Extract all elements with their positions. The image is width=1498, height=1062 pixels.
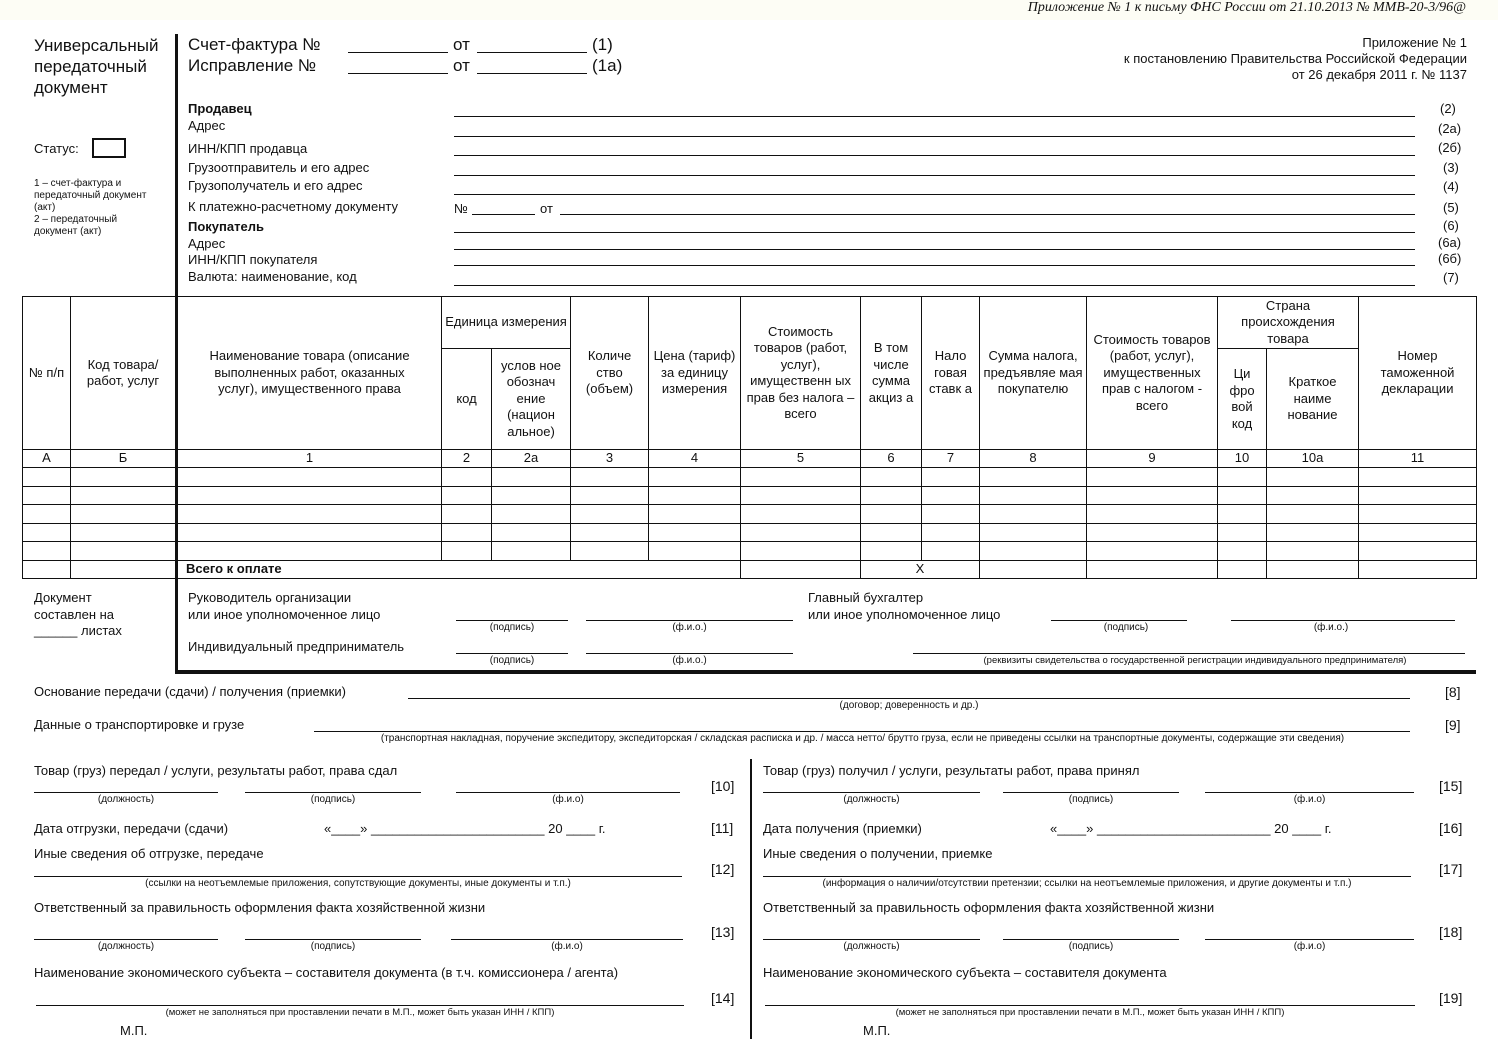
field-code: (7) <box>1443 270 1459 285</box>
caption: (ф.и.о) <box>551 941 583 952</box>
from-label: от <box>453 35 470 54</box>
head-label-line: Руководитель организации <box>188 590 352 605</box>
goods-table <box>22 296 1477 579</box>
legend-line: документ (акт) <box>34 226 102 237</box>
field-code: (2) <box>1440 101 1456 116</box>
table-cell[interactable] <box>442 542 492 561</box>
header-country-code: Ци фро вой код <box>1218 349 1267 450</box>
table-cell[interactable] <box>71 523 177 542</box>
buyer-field[interactable] <box>454 232 1415 233</box>
table-cell[interactable] <box>741 523 861 542</box>
table-cell[interactable] <box>1267 505 1359 524</box>
invoice-label: Счет-фактура № <box>188 35 321 54</box>
legend-line: передаточный документ <box>34 190 147 201</box>
total-cost-no-tax[interactable] <box>741 560 861 578</box>
col-number: 5 <box>741 450 861 468</box>
entity-right-label: Наименование экономического субъекта – составителя документа <box>763 965 1167 980</box>
table-cell[interactable] <box>649 468 741 487</box>
table-cell <box>71 560 177 578</box>
appendix-note <box>1000 35 1467 83</box>
field-code: [18] <box>1439 924 1463 940</box>
table-cell[interactable] <box>922 505 980 524</box>
col-number: А <box>23 450 71 468</box>
appendix-line: к постановлению Правительства Российской Федерации <box>1123 51 1467 66</box>
table-row <box>23 542 1477 561</box>
table-cell[interactable] <box>649 523 741 542</box>
table-cell[interactable] <box>571 523 649 542</box>
field-code: [14] <box>711 990 735 1006</box>
consignee-label: Грузополучатель и его адрес <box>188 178 363 193</box>
table-cell[interactable] <box>177 505 442 524</box>
buyer-address-field[interactable] <box>454 249 1415 250</box>
table-cell[interactable] <box>649 505 741 524</box>
table-cell[interactable] <box>1359 505 1477 524</box>
thick-divider <box>175 670 1476 674</box>
table-cell[interactable] <box>861 468 922 487</box>
from-label: от <box>453 56 470 75</box>
appendix-line: от 26 декабря 2011 г. № 1137 <box>1291 67 1467 82</box>
col-number: 8 <box>980 450 1087 468</box>
head-sign-field[interactable] <box>456 620 568 621</box>
field-code: [10] <box>711 778 735 794</box>
stamp-right: М.П. <box>863 1023 891 1038</box>
table-cell[interactable] <box>177 468 442 487</box>
caption: (ф.и.о) <box>1293 794 1326 805</box>
table-cell[interactable] <box>1359 486 1477 505</box>
entrepreneur-label: Индивидуальный предприниматель <box>188 639 405 654</box>
caption: (ф.и.о) <box>552 794 584 805</box>
payment-doc-label: К платежно-расчетному документу <box>188 199 398 214</box>
field-code: (6) <box>1443 218 1459 233</box>
table-row <box>23 523 1477 542</box>
caption: (ф.и.о.) <box>672 655 707 666</box>
caption: (может не заполняться при проставлении печати в М.П., может быть указан ИНН / КПП) <box>895 1007 1285 1018</box>
table-cell[interactable] <box>23 523 71 542</box>
header-country-group: Страна происхождения товара <box>1218 297 1359 349</box>
caption: (транспортная накладная, поручение экспедитору, экспедиторская / складская расписка и др. / масса нетто/ брутто груза, если не приведены ссылки на транспортные документы, содержащие эти сведения) <box>380 733 1345 744</box>
table-cell[interactable] <box>492 523 571 542</box>
col-number: 2а <box>492 450 571 468</box>
registration-field[interactable] <box>913 653 1465 654</box>
accountant-fio-field[interactable] <box>1231 620 1455 621</box>
head-fio-field[interactable] <box>586 620 793 621</box>
table-cell[interactable] <box>741 468 861 487</box>
head-label <box>188 590 380 623</box>
recv-date-field[interactable]: «____» ________________________ 20 ____ г. <box>1050 821 1332 836</box>
table-cell[interactable] <box>492 468 571 487</box>
table-cell[interactable] <box>442 486 492 505</box>
header-code: Код товара/ работ, услуг <box>71 297 177 450</box>
col-number: 10а <box>1267 450 1359 468</box>
table-cell[interactable] <box>1359 542 1477 561</box>
table-cell[interactable] <box>71 542 177 561</box>
total-row <box>23 560 1477 578</box>
table-cell[interactable] <box>1218 505 1267 524</box>
status-label: Статус: <box>34 141 79 156</box>
table-cell[interactable] <box>23 542 71 561</box>
currency-label: Валюта: наименование, код <box>188 269 357 284</box>
title-line-2: передаточный <box>34 57 147 76</box>
buyer-inn-label: ИНН/КПП покупателя <box>188 252 318 267</box>
received-fio-field[interactable] <box>1205 792 1414 793</box>
table-cell <box>23 560 71 578</box>
table-cell[interactable] <box>177 523 442 542</box>
legend-line: 1 – счет-фактура и <box>34 178 122 189</box>
table-cell[interactable] <box>980 542 1087 561</box>
caption: (должность) <box>97 941 155 952</box>
field-code: [17] <box>1439 861 1463 877</box>
shipper-field[interactable] <box>454 175 1415 176</box>
seller-inn-field[interactable] <box>454 155 1415 156</box>
table-cell[interactable] <box>571 486 649 505</box>
table-cell[interactable] <box>980 468 1087 487</box>
header-tax-sum: Сумма налога, предъявляе мая покупателю <box>980 297 1087 450</box>
payment-doc-no-label: № <box>454 201 468 216</box>
other-recv-field[interactable] <box>763 876 1411 877</box>
caption: (подпись) <box>310 941 356 952</box>
field-code: [8] <box>1445 684 1461 700</box>
total-tax-sum[interactable] <box>980 560 1087 578</box>
seller-address-label: Адрес <box>188 118 226 133</box>
header-num: № п/п <box>23 297 71 450</box>
status-input[interactable] <box>92 138 126 158</box>
header-excise: В том числе сумма акциз а <box>861 297 922 450</box>
header-name: Наименование товара (описание выполненных работ, оказанных услуг), имущественного права <box>177 297 442 450</box>
caption: (подпись) <box>310 794 356 805</box>
handed-label: Товар (груз) передал / услуги, результаты работ, права сдал <box>34 763 398 778</box>
table-cell[interactable] <box>1218 542 1267 561</box>
caption: (должность) <box>843 794 900 805</box>
col-number: 3 <box>571 450 649 468</box>
correction-code: (1а) <box>592 56 623 75</box>
doc-sheets-line: Документ <box>34 590 92 605</box>
document-title <box>34 35 159 98</box>
invoice-number-field[interactable] <box>348 52 448 53</box>
resp-left-label: Ответственный за правильность оформления факта хозяйственной жизни <box>34 900 486 915</box>
consignee-field[interactable] <box>454 194 1415 195</box>
title-line-1: Универсальный <box>34 36 159 55</box>
ship-date-label: Дата отгрузки, передачи (сдачи) <box>34 821 229 836</box>
table-cell[interactable] <box>177 486 442 505</box>
table-cell[interactable] <box>571 542 649 561</box>
shipper-label: Грузоотправитель и его адрес <box>188 160 370 175</box>
invoice-code: (1) <box>592 35 613 54</box>
resp-left-fio-field[interactable] <box>451 939 683 940</box>
other-ship-field[interactable] <box>34 876 682 877</box>
vertical-divider <box>750 759 752 1039</box>
caption: (подпись) <box>489 655 535 666</box>
other-ship-label: Иные сведения об отгрузке, передаче <box>34 846 264 861</box>
table-cell[interactable] <box>571 505 649 524</box>
table-cell[interactable] <box>861 523 922 542</box>
resp-right-position-field[interactable] <box>763 939 980 940</box>
buyer-inn-field[interactable] <box>454 265 1415 266</box>
table-cell[interactable] <box>571 468 649 487</box>
field-code: (3) <box>1443 160 1459 175</box>
seller-inn-label: ИНН/КПП продавца <box>188 141 308 156</box>
appendix-line: Приложение № 1 <box>1362 35 1467 50</box>
table-cell[interactable] <box>23 468 71 487</box>
table-cell[interactable] <box>71 468 177 487</box>
caption: (договор; доверенность и др.) <box>839 700 979 711</box>
payment-doc-date-field[interactable] <box>560 214 1415 215</box>
transport-field[interactable] <box>314 731 1410 732</box>
resp-right-fio-field[interactable] <box>1205 939 1414 940</box>
table-cell[interactable] <box>649 486 741 505</box>
table-cell[interactable] <box>492 505 571 524</box>
entrepreneur-fio-field[interactable] <box>586 653 793 654</box>
table-cell[interactable] <box>861 542 922 561</box>
table-cell[interactable] <box>492 486 571 505</box>
legend-line: (акт) <box>34 202 56 213</box>
resp-right-sign-field[interactable] <box>1003 939 1179 940</box>
table-cell[interactable] <box>741 542 861 561</box>
currency-field[interactable] <box>454 285 1415 286</box>
caption: (может не заполняться при проставлении печати в М.П., может быть указан ИНН / КПП) <box>165 1007 555 1018</box>
col-number: 4 <box>649 450 741 468</box>
table-cell[interactable] <box>741 505 861 524</box>
header-cost-no-tax: Стоимость товаров (работ, услуг), имущественн ых прав без налога – всего <box>741 297 861 450</box>
correction-number-field[interactable] <box>348 73 448 74</box>
correction-label: Исправление № <box>188 56 317 75</box>
col-number: 1 <box>177 450 442 468</box>
resp-left-position-field[interactable] <box>34 939 218 940</box>
received-label: Товар (груз) получил / услуги, результаты работ, права принял <box>763 763 1140 778</box>
table-cell[interactable] <box>442 505 492 524</box>
doc-sheets-line: ______ листах <box>34 623 122 638</box>
col-number: Б <box>71 450 177 468</box>
entity-left-field[interactable] <box>36 1005 684 1006</box>
header-unit-name: услов ное обознач ение (национ альное) <box>492 349 571 450</box>
header-tax-rate: Нало говая ставк а <box>922 297 980 450</box>
col-number: 9 <box>1087 450 1218 468</box>
top-note: Приложение № 1 к письму ФНС России от 21.10.2013 № ММВ-20-3/96@ <box>1027 0 1466 15</box>
field-code: (6б) <box>1438 251 1462 266</box>
title-line-3: документ <box>34 78 108 97</box>
col-number: 6 <box>861 450 922 468</box>
table-cell[interactable] <box>1359 523 1477 542</box>
buyer-label: Покупатель <box>188 219 264 234</box>
header-unit-code: код <box>442 349 492 450</box>
caption: (ф.и.о.) <box>1313 622 1349 633</box>
table-cell[interactable] <box>980 486 1087 505</box>
table-cell[interactable] <box>1087 542 1218 561</box>
table-cell[interactable] <box>922 523 980 542</box>
table-cell[interactable] <box>980 523 1087 542</box>
table-cell[interactable] <box>741 486 861 505</box>
col-number: 2 <box>442 450 492 468</box>
resp-left-sign-field[interactable] <box>245 939 421 940</box>
accountant-label <box>808 590 1000 623</box>
transport-label: Данные о транспортировке и грузе <box>34 717 245 732</box>
table-cell[interactable] <box>1359 468 1477 487</box>
field-code: [9] <box>1445 717 1461 733</box>
table-cell[interactable] <box>1087 486 1218 505</box>
caption: (должность) <box>97 794 155 805</box>
accountant-label-line: Главный бухгалтер <box>808 590 924 605</box>
doc-sheets <box>34 590 122 640</box>
table-cell[interactable] <box>177 542 442 561</box>
handed-fio-field[interactable] <box>456 792 680 793</box>
header-country-name: Краткое наиме нование <box>1267 349 1359 450</box>
buyer-address-label: Адрес <box>188 236 226 251</box>
header-price: Цена (тариф) за единицу измерения <box>649 297 741 450</box>
handed-sign-field[interactable] <box>245 792 421 793</box>
status-legend <box>34 178 146 238</box>
table-cell[interactable] <box>442 523 492 542</box>
entrepreneur-sign-field[interactable] <box>456 653 568 654</box>
field-code: (2а) <box>1438 121 1462 136</box>
field-code: [13] <box>711 924 735 940</box>
correction-date-field[interactable] <box>477 73 587 74</box>
field-code: [15] <box>1439 778 1463 794</box>
caption: (подпись) <box>1103 622 1149 633</box>
invoice-date-field[interactable] <box>477 52 587 53</box>
total-excise-mark: Х <box>861 560 980 578</box>
table-cell[interactable] <box>1218 486 1267 505</box>
caption: (ссылки на неотъемлемые приложения, сопутствующие документы, иные документы и т.п.) <box>145 878 571 889</box>
head-label-line: или иное уполномоченное лицо <box>188 606 381 622</box>
caption: (реквизиты свидетельства о государственной регистрации индивидуального предпринимателя) <box>983 655 1407 666</box>
field-code: [11] <box>711 820 734 836</box>
caption: (ф.и.о.) <box>672 622 707 633</box>
table-cell[interactable] <box>71 486 177 505</box>
caption: (подпись) <box>1068 794 1114 805</box>
caption: (информация о наличии/отсутствии претензии; ссылки на неотъемлемые приложения, и другие документы и т.п.) <box>822 878 1352 889</box>
entity-right-field[interactable] <box>765 1005 1415 1006</box>
accountant-sign-field[interactable] <box>1051 620 1187 621</box>
entity-left-label: Наименование экономического субъекта – составителя документа (в т.ч. комиссионера / агента) <box>34 965 619 980</box>
table-cell[interactable] <box>922 486 980 505</box>
table-cell[interactable] <box>1267 523 1359 542</box>
header-cost-with-tax: Стоимость товаров (работ, услуг), имущественных прав с налогом - всего <box>1087 297 1218 450</box>
table-cell[interactable] <box>23 486 71 505</box>
caption: (ф.и.о) <box>1293 941 1326 952</box>
ship-date-field[interactable]: «____» ________________________ 20 ____ г. <box>324 821 606 836</box>
stamp-left: М.П. <box>120 1023 148 1038</box>
payment-doc-from-label: от <box>540 201 553 216</box>
total-label: Всего к оплате <box>177 560 741 578</box>
table-row <box>23 486 1477 505</box>
other-recv-label: Иные сведения о получении, приемке <box>763 846 993 861</box>
table-cell <box>1218 560 1267 578</box>
recv-date-label: Дата получения (приемки) <box>763 821 922 836</box>
header-qty: Количе ство (объем) <box>571 297 649 450</box>
table-row <box>23 468 1477 487</box>
header-customs: Номер таможенной декларации <box>1359 297 1477 450</box>
table-cell[interactable] <box>1267 468 1359 487</box>
caption: (подпись) <box>1068 941 1114 952</box>
table-cell[interactable] <box>922 542 980 561</box>
caption: (должность) <box>843 941 900 952</box>
col-number: 11 <box>1359 450 1477 468</box>
legend-line: 2 – передаточный <box>34 214 118 225</box>
header-unit-group: Единица измерения <box>442 297 571 349</box>
total-cost-with-tax[interactable] <box>1087 560 1218 578</box>
col-number: 10 <box>1218 450 1267 468</box>
table-cell[interactable] <box>1267 542 1359 561</box>
doc-sheets-line: составлен на <box>34 606 115 622</box>
table-cell[interactable] <box>980 505 1087 524</box>
basis-field[interactable] <box>408 698 1410 699</box>
resp-right-label: Ответственный за правильность оформления факта хозяйственной жизни <box>763 900 1215 915</box>
field-code: (6а) <box>1438 235 1462 250</box>
table-cell[interactable] <box>649 542 741 561</box>
field-code: [19] <box>1439 990 1463 1006</box>
table-cell[interactable] <box>1218 523 1267 542</box>
field-code: (2б) <box>1438 140 1462 155</box>
caption: (подпись) <box>489 622 535 633</box>
payment-doc-number-field[interactable] <box>472 214 535 215</box>
seller-address-field[interactable] <box>454 136 1415 137</box>
field-code: (4) <box>1443 179 1459 194</box>
table-cell[interactable] <box>1087 505 1218 524</box>
field-code: [12] <box>711 861 735 877</box>
received-position-field[interactable] <box>763 792 980 793</box>
table-cell[interactable] <box>861 486 922 505</box>
table-cell[interactable] <box>442 468 492 487</box>
accountant-label-line: или иное уполномоченное лицо <box>808 606 1001 622</box>
seller-label: Продавец <box>188 101 252 116</box>
table-cell[interactable] <box>922 468 980 487</box>
basis-label: Основание передачи (сдачи) / получения (приемки) <box>34 684 346 699</box>
table-cell <box>1359 560 1477 578</box>
col-number: 7 <box>922 450 980 468</box>
table-cell[interactable] <box>492 542 571 561</box>
table-cell[interactable] <box>23 505 71 524</box>
field-code: (5) <box>1443 200 1459 215</box>
table-cell <box>1267 560 1359 578</box>
table-cell[interactable] <box>1267 486 1359 505</box>
received-sign-field[interactable] <box>1003 792 1179 793</box>
seller-field[interactable] <box>454 116 1415 117</box>
table-cell[interactable] <box>1087 468 1218 487</box>
table-cell[interactable] <box>1218 468 1267 487</box>
table-cell[interactable] <box>1087 523 1218 542</box>
table-cell[interactable] <box>71 505 177 524</box>
handed-position-field[interactable] <box>34 792 218 793</box>
table-cell[interactable] <box>861 505 922 524</box>
field-code: [16] <box>1439 820 1463 836</box>
table-row <box>23 505 1477 524</box>
